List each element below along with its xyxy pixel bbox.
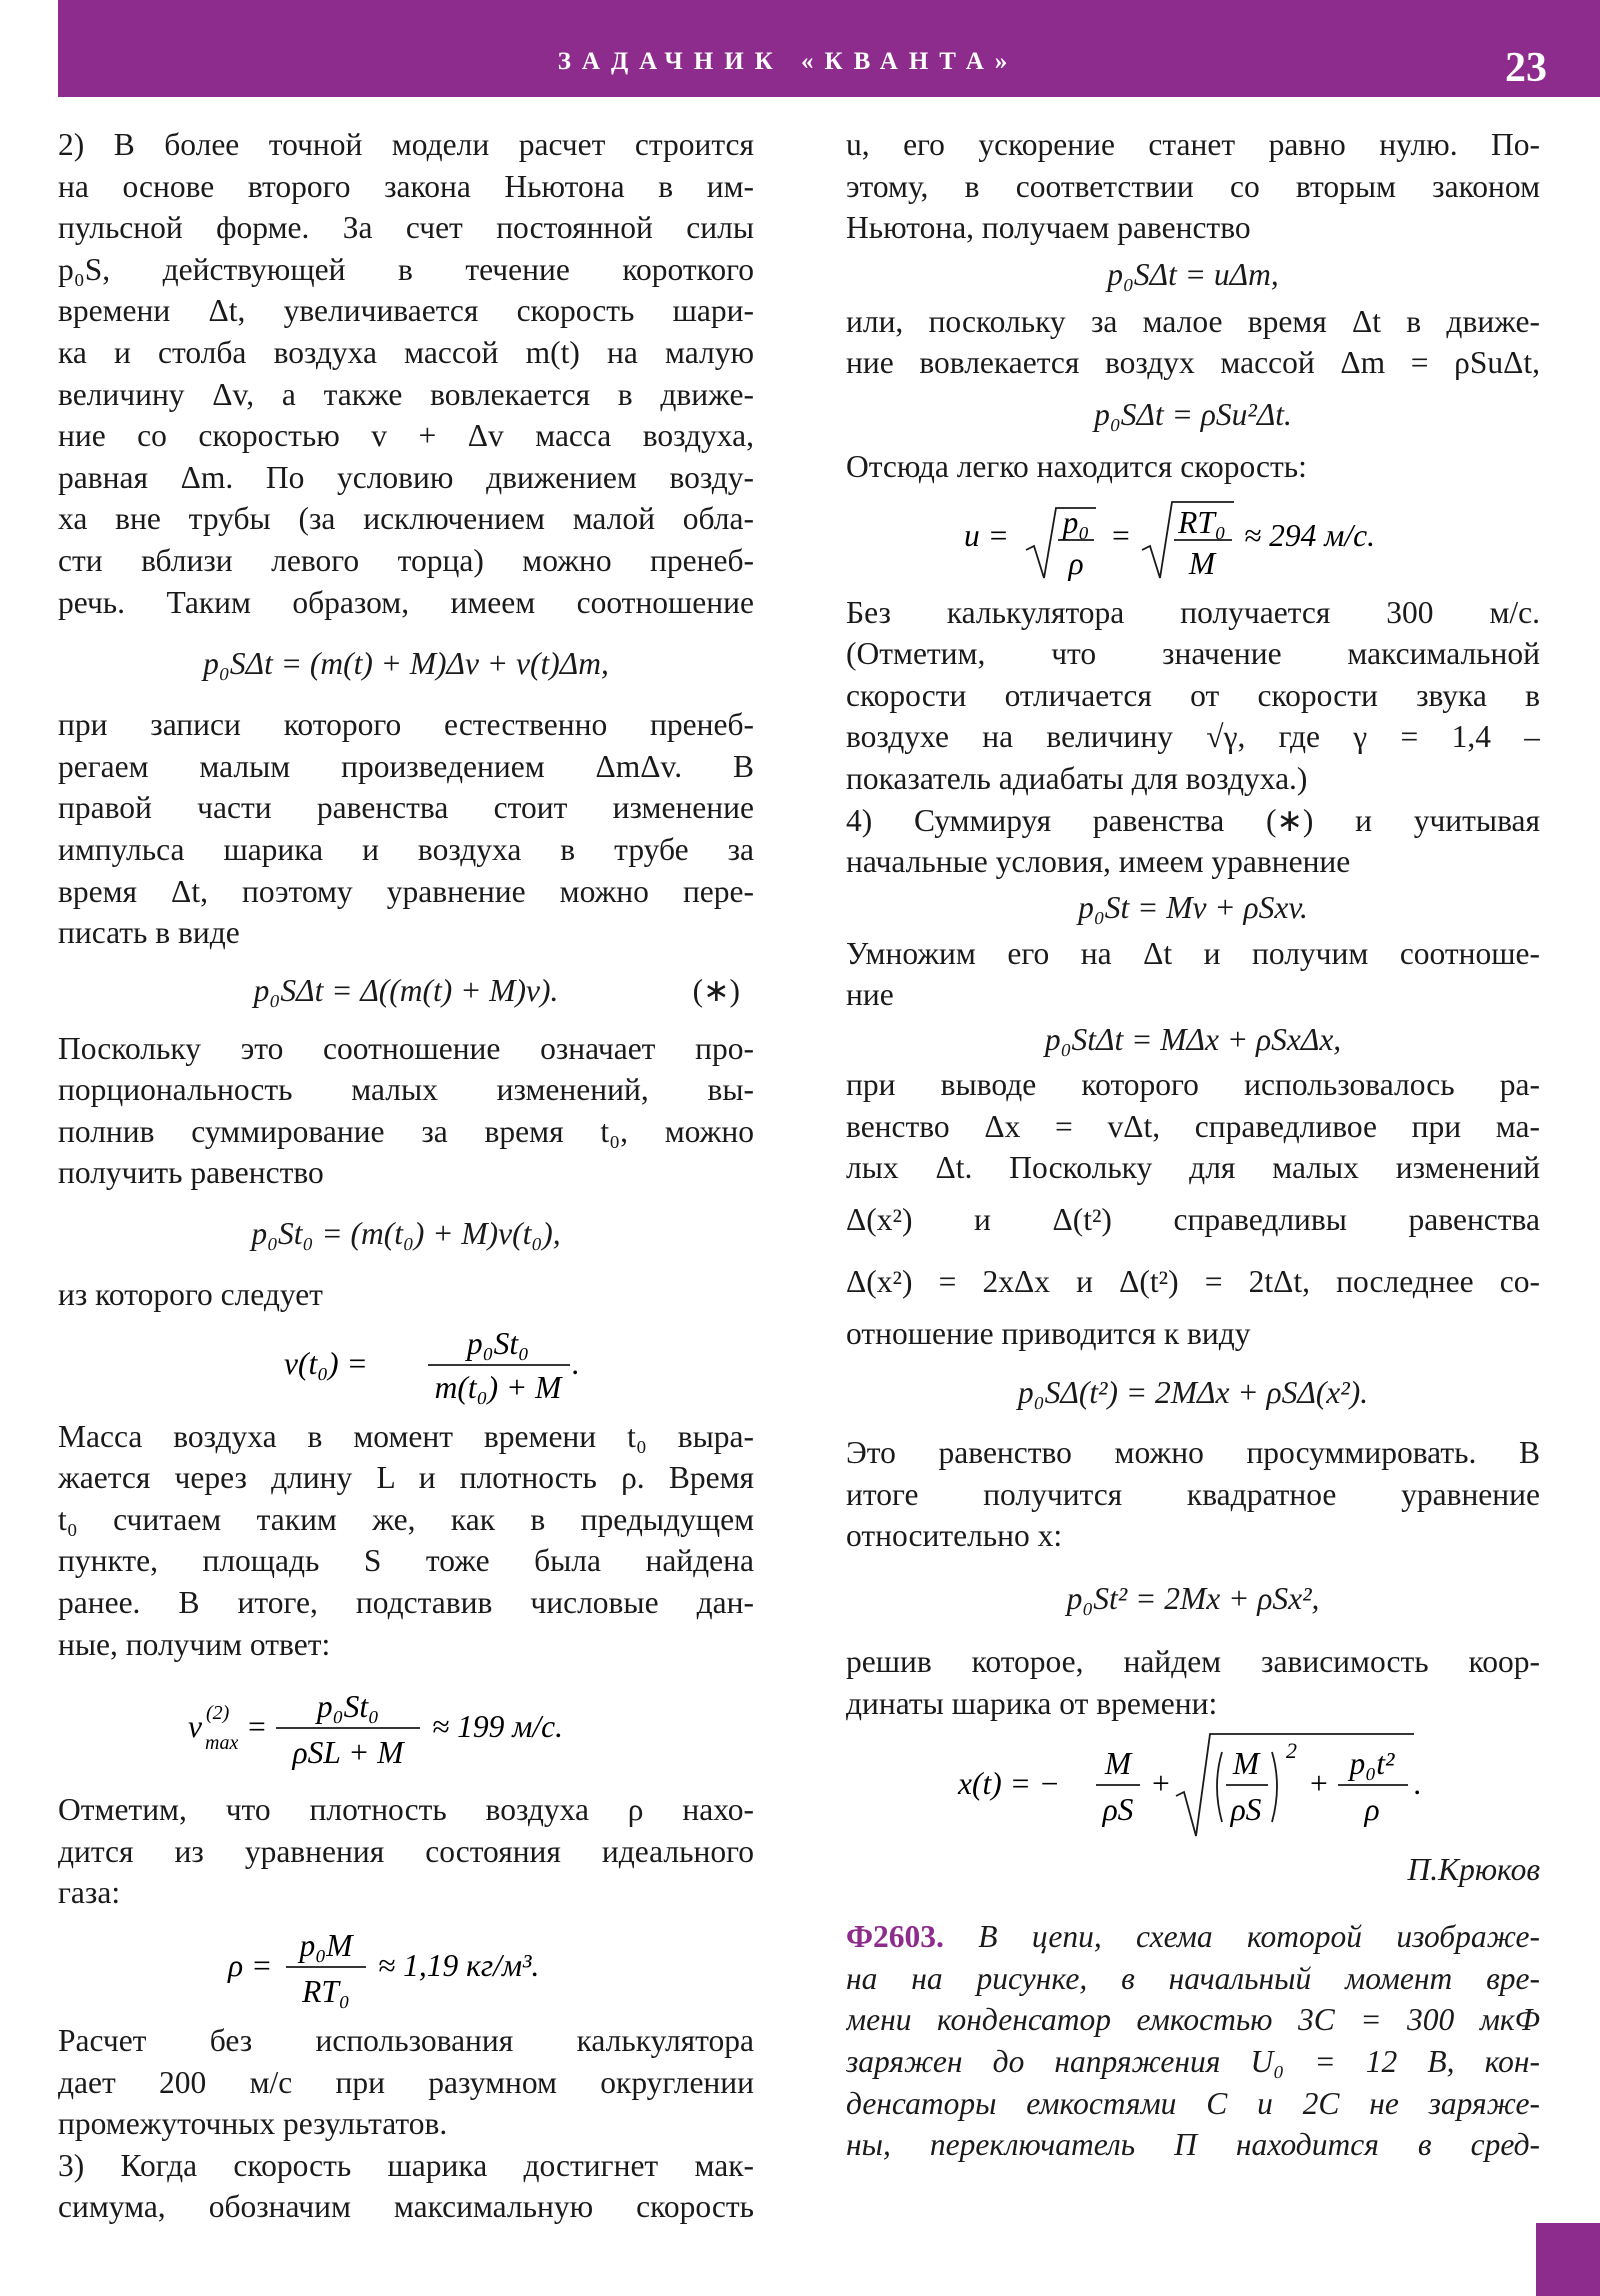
text-line: времени Δt, увеличивается скорость шари- — [58, 293, 754, 329]
eq-numerator: p₀St₀ — [316, 1689, 380, 1725]
text-line: Ньютона, получаем равенство — [846, 210, 1251, 246]
text-line: ние вовлекается воздух массой Δm = ρSuΔt, — [846, 345, 1540, 381]
eq-lhs: v — [188, 1709, 202, 1745]
paragraph — [846, 124, 1540, 249]
equation: p₀SΔt = ρSu²Δt. — [1094, 396, 1292, 432]
equation-star — [58, 954, 754, 1028]
text-line: 4) Суммируя равенства (∗) и учитывая — [846, 802, 1540, 838]
text-line: импульса шарика и воздуха в трубе за — [58, 831, 754, 867]
task-line: заряжен до напряжения U₀ = 12 В, кон- — [846, 2044, 1540, 2080]
text-line: ха вне трубы (за исключением малой обла- — [58, 501, 754, 537]
text-line: дится из уравнения состояния идеального — [58, 1833, 754, 1869]
task-line: ны, переключатель П находится в сред- — [846, 2127, 1540, 2163]
text-line: итоге получится квадратное уравнение — [846, 1476, 1540, 1512]
eq-numerator: p₀t² — [1349, 1746, 1395, 1782]
text-line: при записи которого естественно пренеб- — [58, 707, 754, 743]
left-column — [58, 124, 754, 2228]
paragraph — [846, 1064, 1540, 1354]
task-line: на на рисунке, в начальный момент вре- — [846, 1960, 1540, 1996]
paragraph — [58, 1789, 754, 1914]
equation-sqrt — [846, 488, 1540, 592]
corner-accent-block — [1536, 2223, 1600, 2296]
text-line: лых Δt. Поскольку для малых изменений — [846, 1150, 1540, 1186]
paragraph — [846, 1432, 1540, 1557]
eq-superscript: (2) — [206, 1702, 230, 1725]
equation-tag: (∗) — [692, 972, 740, 1008]
text-line: Масса воздуха в момент времени t₀ выра- — [58, 1418, 754, 1454]
text-line: пульсной форме. За счет постоянной силы — [58, 210, 754, 246]
eq-equals: = — [1110, 517, 1132, 553]
right-column — [846, 124, 1540, 2166]
text-line: или, поскольку за малое время Δt в движе- — [846, 303, 1540, 339]
eq-denominator: RT₀ — [302, 1974, 350, 2009]
text-line: динаты шарика от времени: — [846, 1685, 1218, 1721]
eq-period: . — [572, 1345, 580, 1381]
task-line — [846, 1916, 1540, 1958]
eq-rhs: ≈ 1,19 кг/м³. — [378, 1948, 540, 1983]
task-text: В цепи, схема которой изображе- — [978, 1919, 1540, 1955]
equation: p₀St = Mv + ρSxv. — [1078, 889, 1308, 925]
text-line: симума, обозначим максимальную скорость — [58, 2189, 754, 2225]
eq-denominator: m(t₀) + M — [434, 1369, 562, 1405]
equation: p₀SΔt = uΔm, — [1107, 256, 1279, 292]
task-line: мени конденсатор емкостью 3C = 300 мкФ — [846, 2002, 1540, 2038]
text-line: скорости отличается от скорости звука в — [846, 677, 1540, 713]
text-line: воздухе на величину √γ, где γ = 1,4 – — [846, 719, 1540, 755]
text-line: полнив суммирование за время t₀, можно — [58, 1113, 754, 1149]
eq-denominator: ρS — [1230, 1792, 1262, 1828]
eq-numerator: p₀St₀ — [466, 1325, 530, 1361]
equation: p₀St² = 2Mx + ρSx², — [1066, 1581, 1320, 1617]
eq-denominator: ρS — [1102, 1792, 1134, 1828]
paragraph — [58, 1028, 754, 1194]
paragraph — [58, 2020, 754, 2228]
eq-rhs: ≈ 294 м/с. — [1244, 517, 1375, 553]
left-paren — [1217, 1752, 1222, 1822]
text-line: получить равенство — [58, 1155, 324, 1191]
text-line: решив которое, найдем зависимость коор- — [846, 1644, 1540, 1680]
text-line: жается через длину L и плотность ρ. Время — [58, 1460, 754, 1496]
text-line: ка и столба воздуха массой m(t) на малую — [58, 334, 754, 370]
author-signature: П.Крюков — [1407, 1852, 1540, 1888]
sqrt-svg — [846, 488, 1540, 592]
text-line: Это равенство можно просуммировать. В — [846, 1435, 1540, 1471]
eq-numerator: p₀M — [299, 1928, 353, 1963]
eq-plus: + — [1308, 1766, 1330, 1802]
text-line: Расчет без использования калькулятора — [58, 2023, 754, 2058]
text-line: речь. Таким образом, имеем соотношение — [58, 584, 754, 620]
task-number: Ф2603. — [846, 1919, 944, 1955]
text-line: регаем малым произведением ΔmΔv. В — [58, 748, 754, 784]
eq-subscript: max — [205, 1732, 239, 1755]
text-line: писать в виде — [58, 915, 240, 951]
text-line: Умножим его на Δt и получим соотноше- — [846, 935, 1540, 971]
text-line: венство Δx = vΔt, справедливое при ма- — [846, 1108, 1540, 1144]
eq-denominator: ρSL + M — [292, 1735, 404, 1771]
eq-numerator: p₀ — [1062, 504, 1090, 540]
eq-rhs: ≈ 199 м/с. — [432, 1709, 563, 1745]
text-line: 2) В более точной модели расчет строится — [58, 127, 754, 162]
text-line: Поскольку это соотношение означает про- — [58, 1030, 754, 1066]
equation-fraction — [58, 1316, 754, 1416]
text-line: относительно x: — [846, 1518, 1063, 1554]
eq-equals: = — [246, 1709, 268, 1745]
eq-numerator: RT₀ — [1178, 504, 1226, 540]
fraction-svg — [58, 1665, 754, 1789]
text-line: ные, получим ответ: — [58, 1626, 331, 1662]
running-title: ЗАДАЧНИК «КВАНТА» — [557, 48, 1019, 75]
text-line: Отсюда легко находится скорость: — [846, 448, 1307, 484]
text-line: сти вблизи левого торца) можно пренеб- — [58, 542, 754, 578]
fraction-svg — [58, 1316, 754, 1416]
text-line: Отметим, что плотность воздуха ρ нахо- — [58, 1792, 754, 1828]
text-line: p₀S, действующей в течение короткого — [58, 251, 754, 287]
header-bar — [58, 0, 1600, 97]
equation: p₀SΔt = (m(t) + M)Δv + v(t)Δm, — [203, 646, 609, 682]
eq-numerator: M — [1232, 1746, 1260, 1782]
eq-period: . — [1414, 1766, 1422, 1802]
equation: p₀StΔt = MΔx + ρSxΔx, — [1044, 1021, 1342, 1057]
eq-lhs: x(t) = − — [958, 1766, 1060, 1802]
page-number: 23 — [1505, 45, 1547, 91]
text-line: газа: — [58, 1875, 121, 1911]
text-line: ние — [846, 977, 894, 1013]
equation: p₀SΔ(t²) = 2MΔx + ρSΔ(x²). — [1017, 1375, 1369, 1411]
text-line: время Δt, поэтому уравнение можно пере- — [58, 873, 754, 909]
spacer — [846, 1892, 1540, 1916]
eq-numerator: M — [1104, 1746, 1132, 1782]
task-f2603 — [846, 1916, 1540, 2166]
paragraph — [846, 933, 1540, 1016]
paragraph — [846, 301, 1540, 384]
solution-svg — [846, 1724, 1540, 1848]
text-line: ранее. В итоге, подставив числовые дан- — [58, 1585, 754, 1621]
paragraph — [846, 592, 1540, 883]
eq-lhs: u = — [964, 517, 1009, 553]
equation-solution — [846, 1724, 1540, 1848]
equation: p₀St₀ = (m(t₀) + M)v(t₀), — [251, 1216, 561, 1252]
fraction-svg — [58, 1914, 754, 2020]
text-line: Δ(x²) = 2xΔx и Δ(t²) = 2tΔt, последнее со- — [846, 1263, 1540, 1299]
eq-plus: + — [1150, 1766, 1172, 1802]
eq-denominator: ρ — [1364, 1792, 1380, 1828]
text-line: ние со скоростью v + Δv масса воздуха, — [58, 418, 754, 454]
paragraph — [58, 1416, 754, 1666]
text-line: этому, в соответствии со вторым законом — [846, 168, 1540, 204]
eq-lhs: v(t₀) = — [284, 1345, 368, 1381]
text-line: Без калькулятора получается 300 м/с. — [846, 594, 1540, 630]
paragraph — [58, 124, 754, 623]
equation-fraction — [58, 1665, 754, 1789]
right-paren — [1272, 1752, 1277, 1822]
text-line: пункте, площадь S тоже была найдена — [58, 1543, 754, 1579]
text-line: дает 200 м/с при разумном округлении — [58, 2064, 754, 2100]
text-line: 3) Когда скорость шарика достигнет мак- — [58, 2147, 754, 2183]
text-line: Δ(x²) и Δ(t²) справедливы равенства — [846, 1201, 1540, 1237]
equation-fraction — [58, 1914, 754, 2020]
equation-body: p₀SΔt = Δ((m(t) + M)v). — [253, 972, 559, 1008]
text-line: (Отметим, что значение максимальной — [846, 636, 1540, 672]
text-line: показатель адиабаты для воздуха.) — [846, 760, 1308, 796]
text-line: отношение приводится к виду — [846, 1315, 1251, 1351]
text-line: t₀ считаем таким же, как в предыдущем — [58, 1501, 754, 1537]
text-line: промежуточных результатов. — [58, 2106, 448, 2142]
text-line: величину Δv, а также вовлекается в движе- — [58, 376, 754, 412]
text-line: порциональность малых изменений, вы- — [58, 1072, 754, 1108]
paragraph — [58, 704, 754, 954]
text-line: при выводе которого использовалось ра- — [846, 1066, 1540, 1102]
task-line: денсаторы емкостями C и 2C не заряже- — [846, 2085, 1540, 2121]
eq-denominator: M — [1188, 545, 1216, 581]
text-line: u, его ускорение станет равно нулю. По- — [846, 127, 1540, 162]
paragraph — [846, 1641, 1540, 1724]
text-line: начальные условия, имеем уравнение — [846, 844, 1351, 880]
eq-denominator: ρ — [1068, 545, 1084, 581]
eq-lhs: ρ = — [228, 1948, 273, 1983]
text-line: на основе второго закона Ньютона в им- — [58, 168, 754, 204]
text-line: равная Δm. По условию движением возду- — [58, 459, 754, 495]
text-line: правой части равенства стоит изменение — [58, 790, 754, 826]
text-line: из которого следует — [58, 1277, 323, 1313]
eq-exponent: 2 — [1286, 1738, 1297, 1764]
